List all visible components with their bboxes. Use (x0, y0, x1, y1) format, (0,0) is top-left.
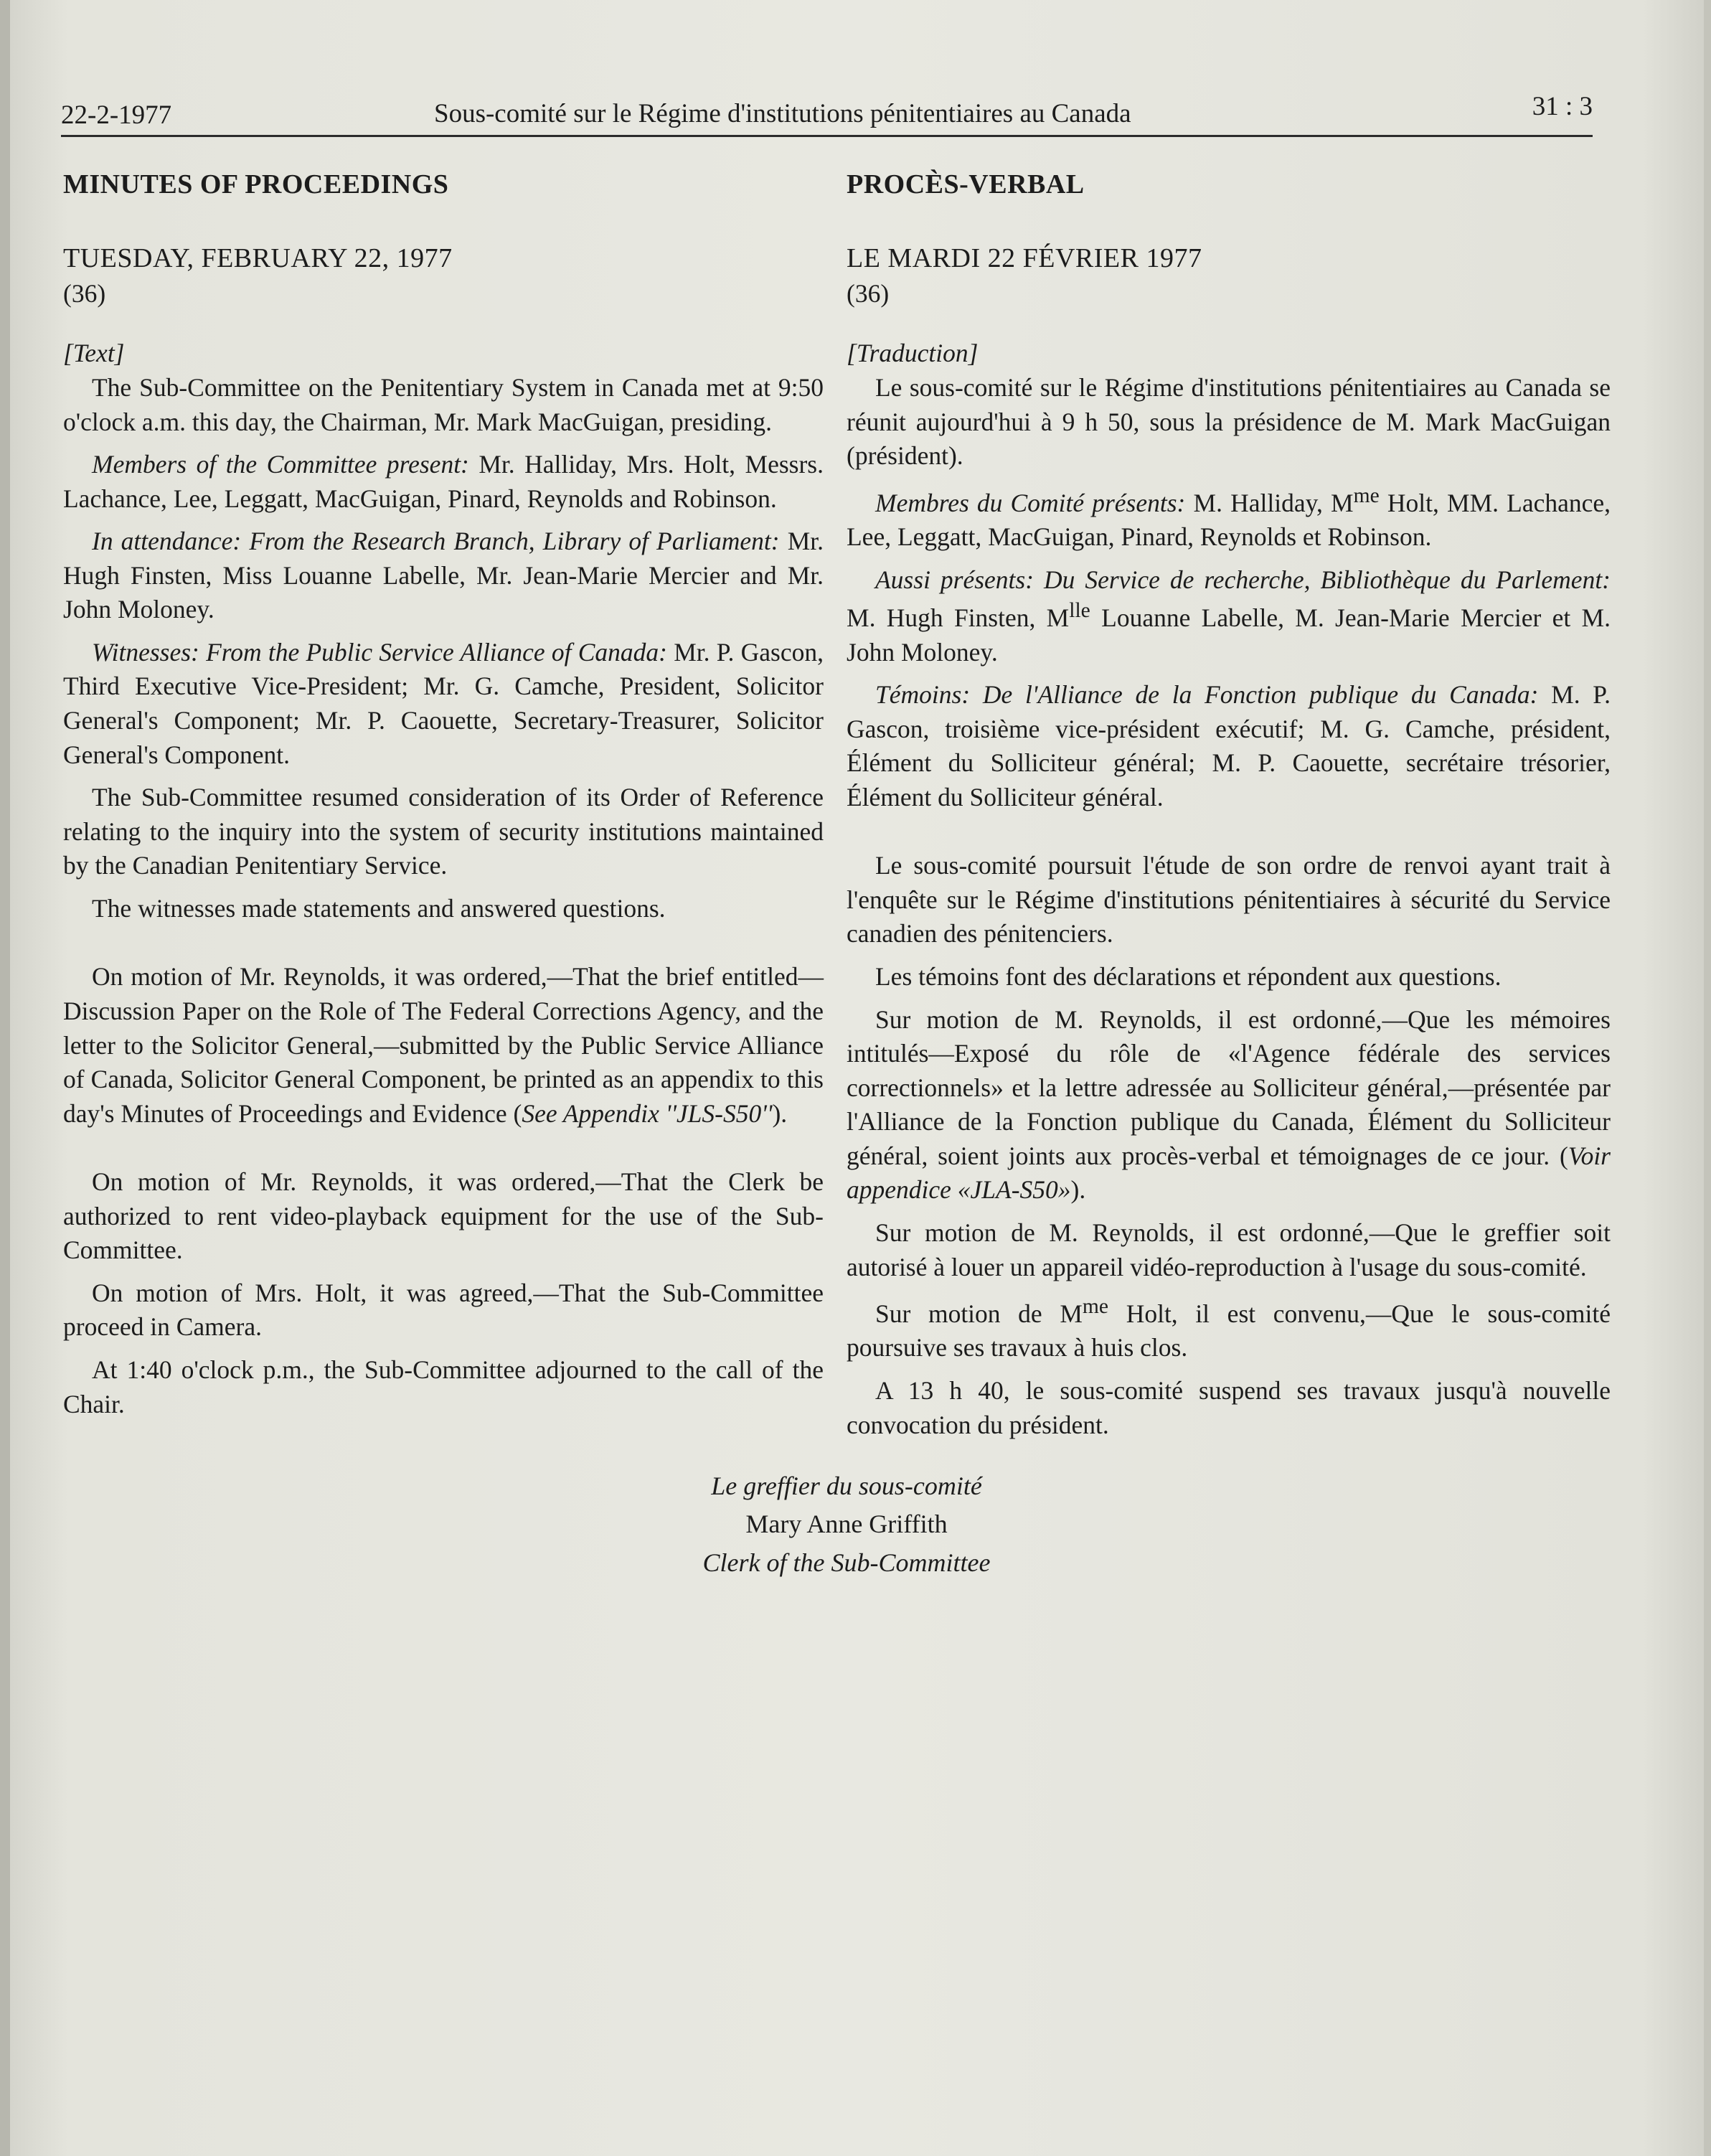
binding-edge (0, 0, 10, 2156)
running-header (61, 85, 1593, 137)
french-paragraph-motion-video: Sur motion de M. Reynolds, il est ordonné,—Que le greffier soit autorisé à louer un appareil vidéo-reproduction à l'usage du sous-comité. (847, 1218, 1611, 1281)
english-date: TUESDAY, FEBRUARY 22, 1977 (63, 243, 453, 273)
french-heading: PROCÈS-VERBAL (847, 169, 1085, 199)
english-paragraph-attendance: In attendance: From the Research Branch, Library of Parliament: Mr. Hugh Finsten, Miss Louanne Labelle, Mr. Jean-Marie Mercier and Mr. John Moloney. (63, 527, 824, 624)
clerk-signature-block (631, 1467, 1062, 1582)
french-paragraph-order: Le sous-comité poursuit l'étude de son ordre de renvoi ayant trait à l'enquête sur le Régime d'institutions pénitentiaires à sécurité du Service canadien des pénitenciers. (847, 851, 1611, 948)
french-paragraph-motion-brief: Sur motion de M. Reynolds, il est ordonné,—Que les mémoires intitulés—Exposé du rôle de «l'Agence fédérale des services correctionnels» et la lettre adressée au Solliciteur général,—présentée par l'Alliance de la Fonction publique du Canada, Élément du Solliciteur général, soient joints aux procès-verbal et témoignages de ce jour. (Voir appendice «JLA-S50»). (847, 1004, 1611, 1205)
french-date: LE MARDI 22 FÉVRIER 1977 (847, 243, 1202, 273)
english-paragraph-motion-video: On motion of Mr. Reynolds, it was ordered,—That the Clerk be authorized to rent video-playback equipment for the use of the Sub-Committee. (63, 1167, 824, 1265)
page-number: 31 : 3 (1532, 92, 1593, 121)
english-paragraph-statements: The witnesses made statements and answered questions. (92, 893, 666, 923)
clerk-title-french: Le greffier du sous-comité (711, 1472, 982, 1500)
english-paragraph-motion-camera: On motion of Mrs. Holt, it was agreed,—That the Sub-Committee proceed in Camera. (63, 1278, 824, 1342)
french-text-marker: [Traduction] (847, 339, 979, 368)
english-paragraph-witnesses: Witnesses: From the Public Service Alliance of Canada: Mr. P. Gascon, Third Executive Vice-President; Mr. G. Camche, President, Solicitor General's Component; Mr. P. Caouette, Secretary-Treasurer, Solicitor General's Component. (63, 637, 824, 769)
english-paragraph-adjourn: At 1:40 o'clock p.m., the Sub-Committee adjourned to the call of the Chair. (63, 1355, 824, 1418)
english-text-marker: [Text] (63, 339, 125, 368)
english-paragraph-opening: The Sub-Committee on the Penitentiary System in Canada met at 9:50 o'clock a.m. this day, the Chairman, Mr. Mark MacGuigan, presiding. (63, 372, 824, 436)
english-heading: MINUTES OF PROCEEDINGS (63, 169, 449, 199)
french-paragraph-witnesses: Témoins: De l'Alliance de la Fonction publique du Canada: M. P. Gascon, troisième vice-président exécutif; M. G. Camche, président, Élément du Solliciteur général; M. P. Caouette, secrétaire trésorier, Élément du Solliciteur général. (847, 680, 1611, 811)
clerk-title-english: Clerk of the Sub-Committee (702, 1548, 991, 1577)
english-column (63, 166, 824, 1430)
page-edge (1704, 0, 1711, 2156)
french-sitting-number: (36) (847, 278, 890, 308)
french-column (847, 166, 1611, 1451)
french-paragraph-opening: Le sous-comité sur le Régime d'institutions pénitentiaires au Canada se réunit aujourd'hui à 9 h 50, sous la présidence de M. Mark MacGuigan (président). (847, 372, 1611, 471)
french-paragraph-adjourn: A 13 h 40, le sous-comité suspend ses travaux jusqu'à nouvelle convocation du président. (847, 1376, 1611, 1439)
header-date: 22-2-1977 (61, 100, 172, 130)
clerk-name: Mary Anne Griffith (745, 1510, 948, 1539)
french-paragraph-members: Membres du Comité présents: M. Halliday, $M^{me}$ Holt, MM. Lachance, Lee, Leggatt, MacGuigan, Pinard, Reynolds et Robinson. (847, 484, 1611, 552)
header-title: Sous-comité sur le Régime d'institutions pénitentiaires au Canada (434, 99, 1131, 128)
english-paragraph-members: Members of the Committee present: Mr. Halliday, Mrs. Holt, Messrs. Lachance, Lee, Leggatt, MacGuigan, Pinard, Reynolds and Robinson. (63, 450, 824, 513)
english-paragraph-order: The Sub-Committee resumed consideration of its Order of Reference relating to the inquiry into the system of security institutions maintained by the Canadian Penitentiary Service. (63, 783, 824, 880)
english-sitting-number: (36) (63, 278, 106, 308)
french-paragraph-attendance: Aussi présents: Du Service de recherche, Bibliothèque du Parlement: M. Hugh Finsten, $M^{lle}$ Louanne Labelle, M. Jean-Marie Mercier et M. John Moloney. (847, 565, 1611, 667)
french-paragraph-statements: Les témoins font des déclarations et répondent aux questions. (875, 962, 1502, 992)
french-paragraph-motion-camera: Sur motion de $M^{me}$ Holt, il est convenu,—Que le sous-comité poursuive ses travaux à huis clos. (847, 1295, 1611, 1362)
english-paragraph-motion-brief: On motion of Mr. Reynolds, it was ordered,—That the brief entitled—Discussion Paper on the Role of The Federal Corrections Agency, and the letter to the Solicitor General,—submitted by the Public Service Alliance of Canada, Solicitor General Component, be printed as an appendix to this day's Minutes of Proceedings and Evidence (See Appendix ''JLS-S50''). (63, 962, 824, 1128)
